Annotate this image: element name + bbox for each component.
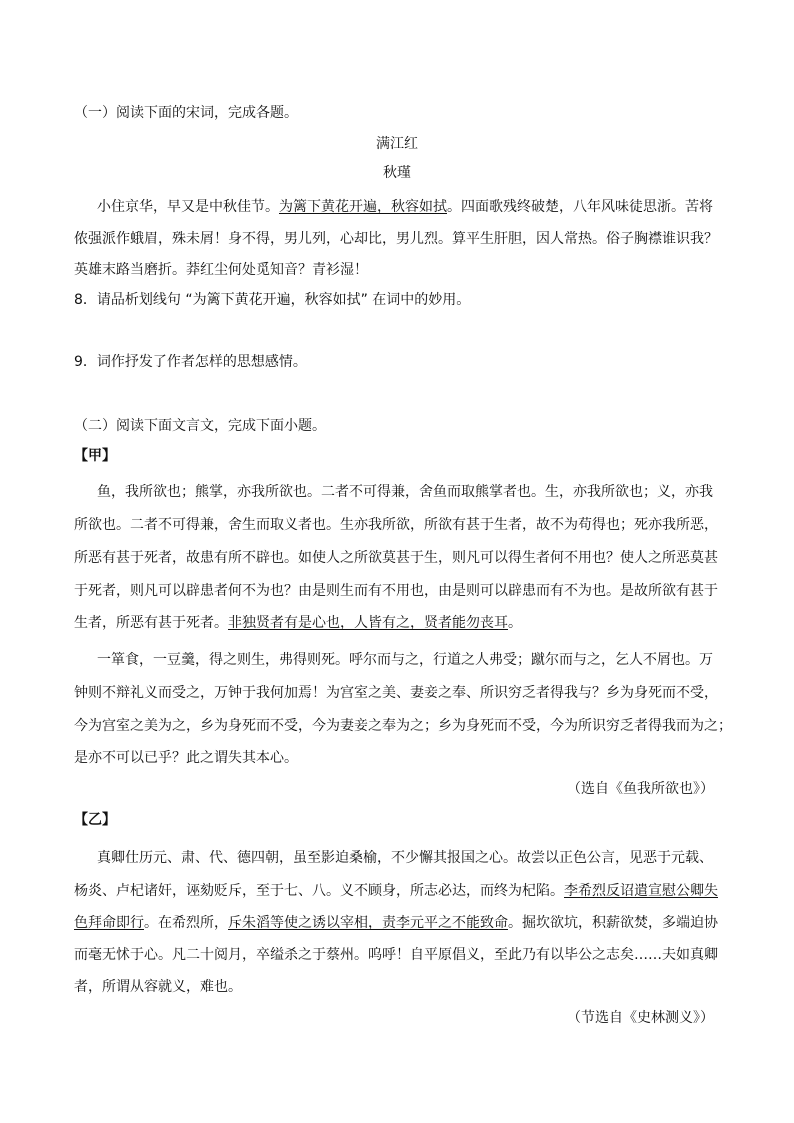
- passage-line: 鱼，我所欲也；熊掌，亦我所欲也。二者不可得兼，舍鱼而取熊掌者也。生，亦我所欲也；义，亦我: [97, 484, 713, 500]
- poem-author: 秋瑾: [383, 165, 411, 181]
- passage-jia-label: 【甲】: [74, 448, 116, 464]
- passage-jia-source: （选自《鱼我所欲也》）: [567, 781, 714, 797]
- passage-line: 色拜命即行。在希烈所，斥朱滔等使之诱以宰相，责李元平之不能致命。掘坎欲坑，积薪欲焚，多端迫协: [74, 915, 718, 931]
- passage-line: 钟则不辩礼义而受之，万钟于我何加焉！为宫室之美、妻妾之奉、所识穷乏者得我与？乡为身死而不受，: [74, 685, 718, 701]
- passage-line: 是亦不可以已乎？此之谓失其本心。: [74, 750, 298, 766]
- underlined-sentence: 斥朱滔等使之诱以宰相，责李元平之不能致命: [228, 915, 508, 931]
- question-9: 9．词作抒发了作者怎样的思想感情。: [74, 354, 307, 370]
- passage-line: 所恶有甚于死者，故患有所不辟也。如使人之所欲莫甚于生，则凡可以得生者何不用也？使人之所恶莫甚: [74, 550, 718, 566]
- passage-line: 所欲也。二者不可得兼，舍生而取义者也。生亦我所欲，所欲有甚于生者，故不为苟得也；死亦我所恶，: [74, 517, 718, 533]
- section2-heading: （二）阅读下面文言文，完成下面小题。: [74, 418, 326, 434]
- passage-yi-label: 【乙】: [74, 812, 116, 828]
- poem-line: 英雄末路当磨折。莽红尘何处觅知音？青衫湿！: [74, 262, 368, 278]
- passage-line: 而毫无怵于心。凡二十阅月，卒缢杀之于蔡州。呜呼！自平原倡义，至此乃有以毕公之志矣……夫如真卿: [74, 947, 718, 963]
- underlined-sentence: 为篱下黄花开遍，秋容如拭: [279, 199, 447, 215]
- underlined-sentence: 非独贤者有是心也，人皆有之，贤者能勿丧耳: [228, 615, 508, 631]
- passage-line: 真卿仕历元、肃、代、德四朝，虽至影迫桑榆，不少懈其报国之心。故尝以正色公言，见恶于元载、: [97, 850, 713, 866]
- passage-line: 于死者，则凡可以辟患者何不为也？由是则生而有不用也，由是则可以辟患而有不为也。是故所欲有甚于: [74, 583, 718, 599]
- passage-line: 一箪食，一豆羹，得之则生，弗得则死。呼尔而与之，行道之人弗受；蹴尔而与之，乞人不屑也。万: [97, 652, 713, 668]
- poem-line: 侬强派作蛾眉，殊未屑！身不得，男儿列，心却比，男儿烈。算平生肝胆，因人常热。俗子胸襟谁识我？: [74, 231, 718, 247]
- poem-line: 小住京华，早又是中秋佳节。为篱下黄花开遍，秋容如拭。四面歌残终破楚，八年风味徒思浙。苦将: [97, 199, 713, 215]
- question-8: 8．请品析划线句 “为篱下黄花开遍，秋容如拭” 在词中的妙用。: [74, 292, 471, 308]
- passage-line: 者，所谓从容就义，难也。: [74, 979, 242, 995]
- passage-line: 今为宫室之美为之，乡为身死而不受，今为妻妾之奉为之；乡为身死而不受，今为所识穷乏者得我而为之；: [74, 718, 732, 734]
- underlined-sentence: 色拜命即行: [74, 915, 144, 931]
- poem-title: 满江红: [376, 136, 418, 152]
- passage-line: 杨炎、卢杞诸奸，诬劾贬斥，至于七、八。义不顾身，所志必达，而终为杞陷。李希烈反诏遣宣慰公卿失: [74, 883, 718, 899]
- passage-line: 生者，所恶有甚于死者。非独贤者有是心也，人皆有之，贤者能勿丧耳。: [74, 615, 522, 631]
- passage-yi-source: （节选自《史林测义》）: [567, 1010, 714, 1026]
- underlined-sentence: 李希烈反诏遣宣慰公卿失: [564, 883, 718, 899]
- section1-heading: （一）阅读下面的宋词，完成各题。: [74, 105, 298, 121]
